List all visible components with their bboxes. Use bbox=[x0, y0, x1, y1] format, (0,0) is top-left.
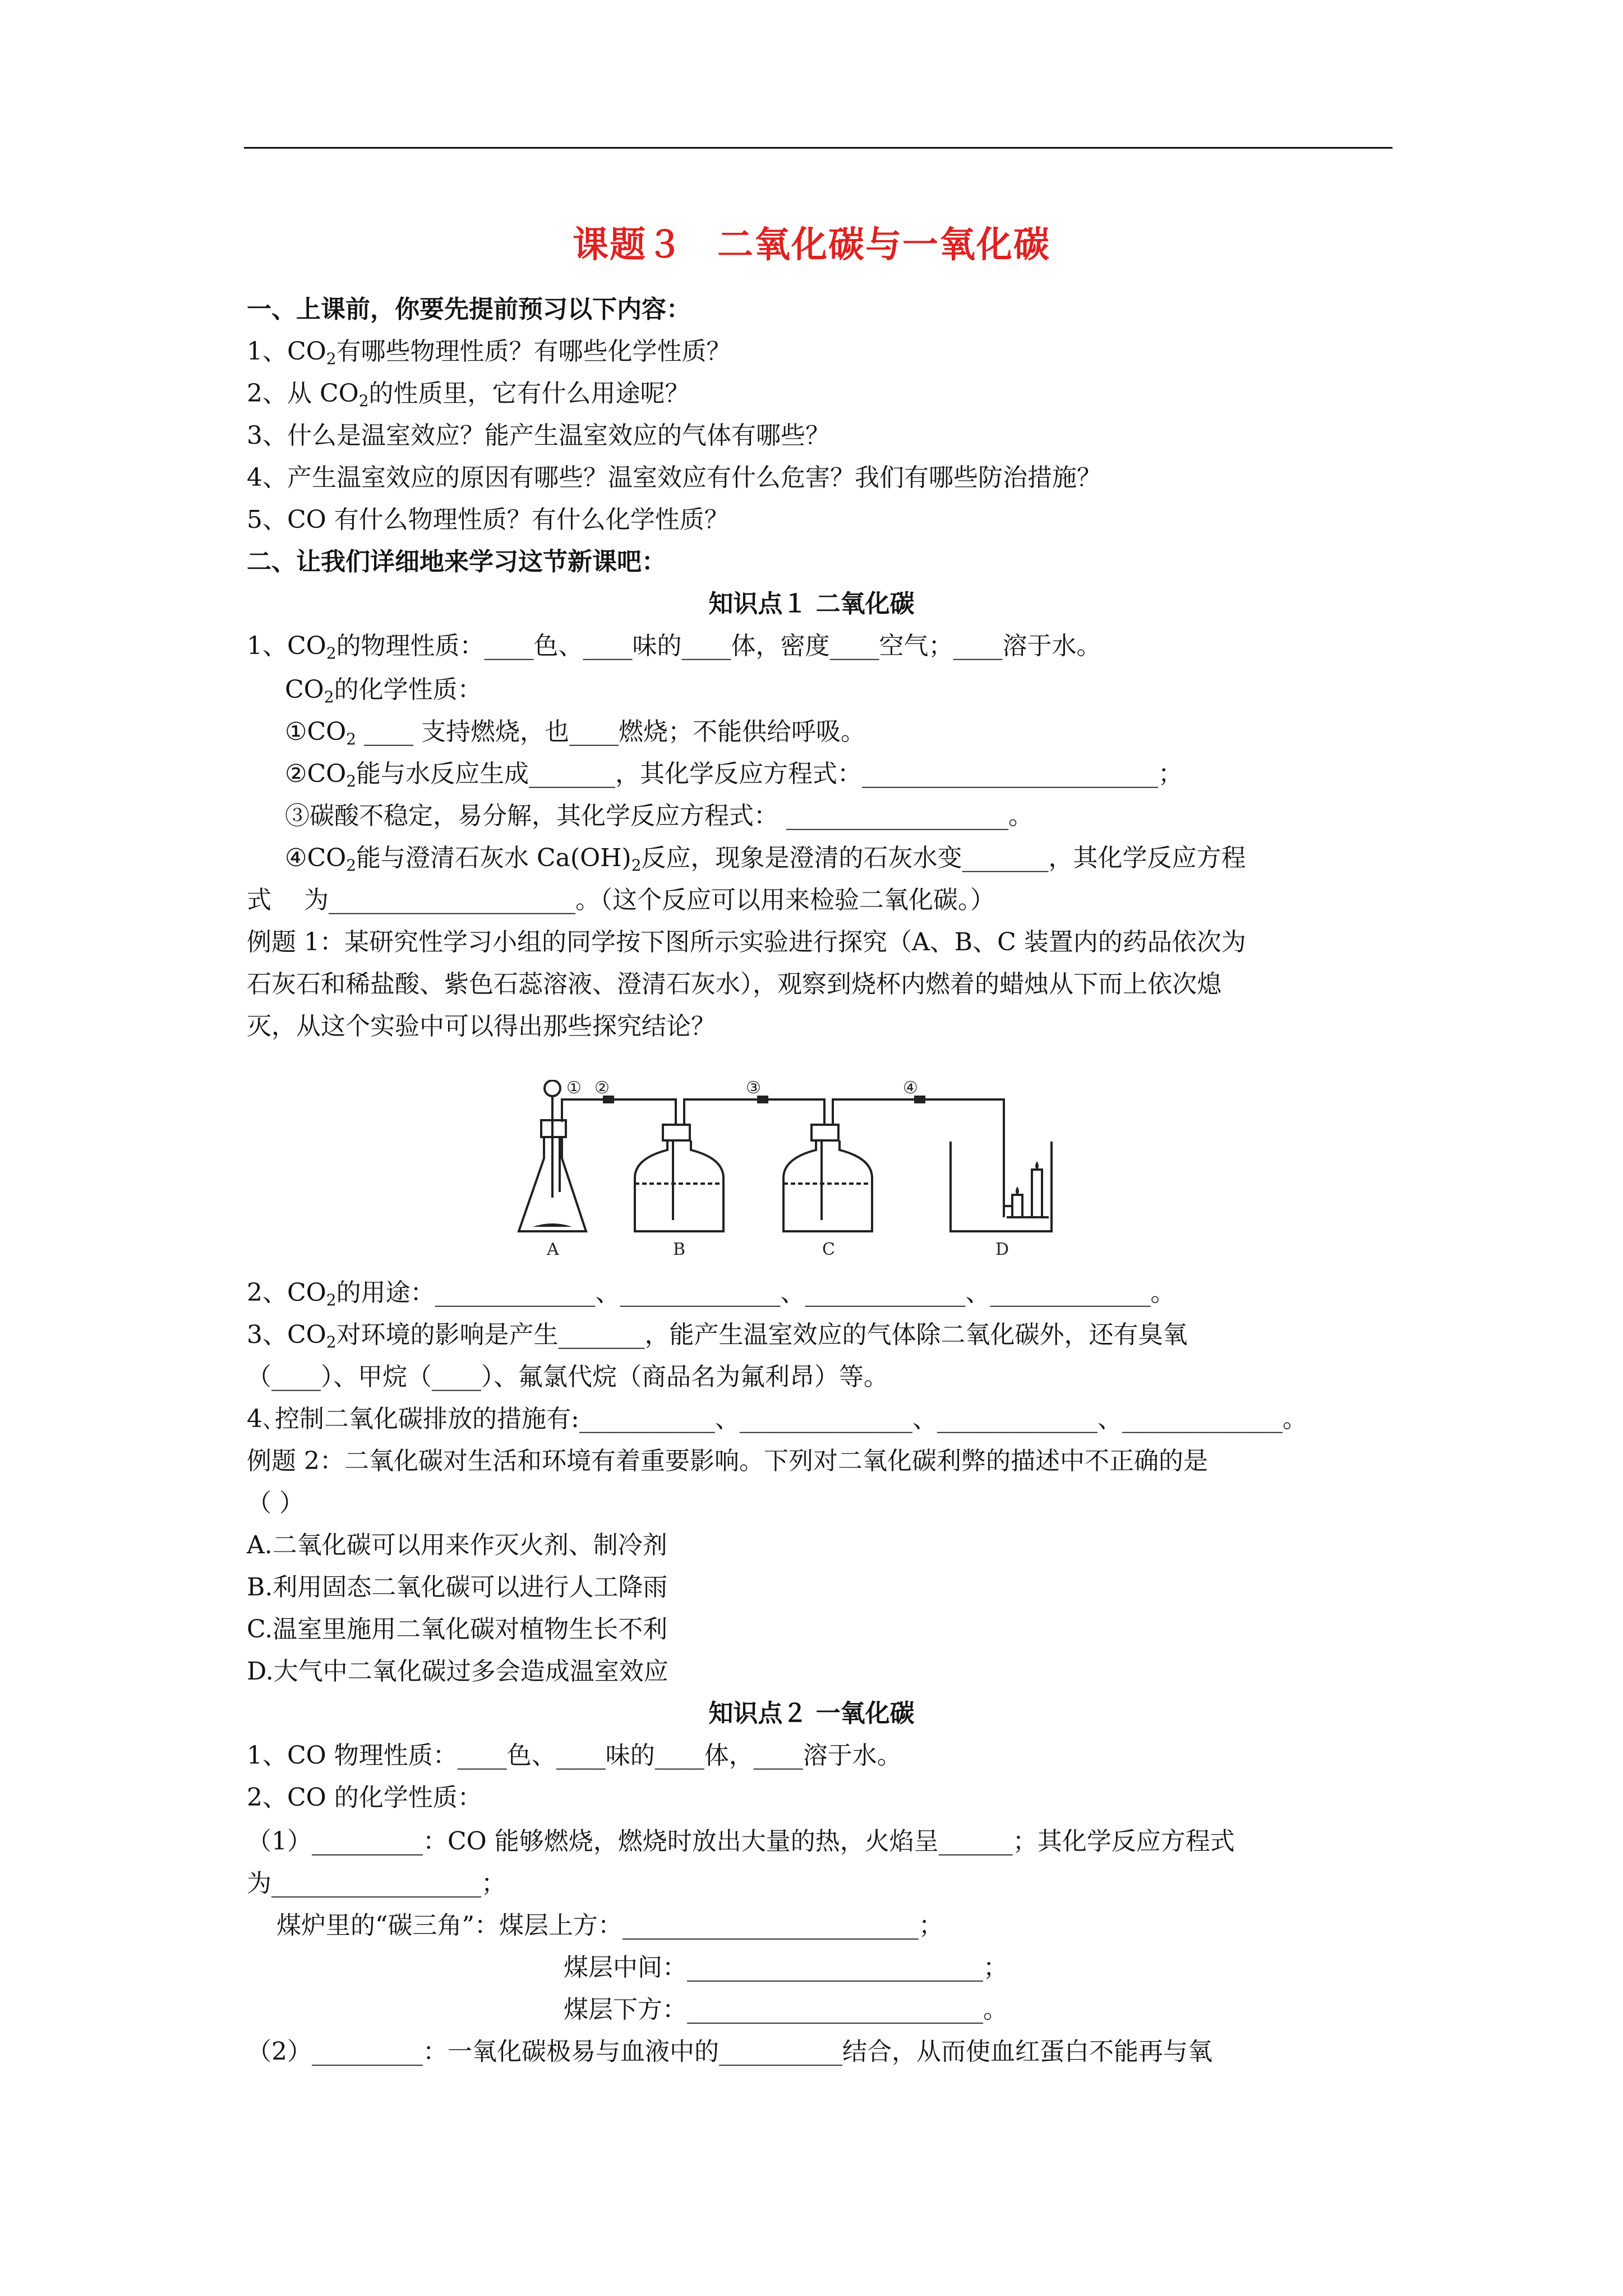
label-c: C bbox=[822, 1240, 835, 1259]
co2-physical-properties: 1、$CO_2$的物理性质：____色、____味的____体，密度____空气；____溶于水。 bbox=[247, 632, 1101, 662]
co2-uses: 2、$CO_2$的用途：_____________、_____________、_____________、_____________。 bbox=[247, 1278, 1175, 1309]
page-title bbox=[0, 216, 1623, 268]
option-a: A.二氧化碳可以用来作灭火剂、制冷剂 bbox=[247, 1531, 667, 1559]
co2-chemical-property-4: $④CO_2$能与澄清石灰水 $Ca(OH)_2$反应，现象是澄清的石灰水变_______，其化学反应方程 bbox=[285, 844, 1246, 875]
option-c: C.温室里施用二氧化碳对植物生长不利 bbox=[247, 1615, 668, 1644]
option-d: D.大气中二氧化碳过多会造成温室效应 bbox=[247, 1657, 668, 1686]
section1-heading: 一、上课前，你要先提前预习以下内容： bbox=[247, 295, 691, 324]
co2-control-measures: 4､控制二氧化碳排放的措施有:___________、______________、_____________、_____________。 bbox=[247, 1405, 1307, 1433]
preview-question-3: 3、什么是温室效应？能产生温室效应的气体有哪些？ bbox=[247, 421, 830, 450]
co2-chemical-property-4-cont: 式 为____________________。（这个反应可以用来检验二氧化碳。） bbox=[247, 886, 995, 914]
co-chemical-properties-label: 2、CO 的化学性质： bbox=[247, 1783, 482, 1812]
co2-environment-impact: 3、$CO_2$对环境的影响是产生_______，能产生温室效应的气体除二氧化碳外，还有臭氧 bbox=[247, 1320, 1188, 1351]
marker-3: ③ bbox=[746, 1080, 761, 1098]
example-2-line-1: 例题 2：二氧化碳对生活和环境有着重要影响。下列对二氧化碳利弊的描述中不正确的是 bbox=[247, 1447, 1208, 1475]
label-a: A bbox=[547, 1240, 559, 1259]
header-rule bbox=[244, 147, 1393, 149]
co-property-combustion: （1）_________：CO 能够燃烧，燃烧时放出大量的热，火焰呈______；其化学反应方程式 bbox=[247, 1827, 1235, 1856]
carbon-triangle-top: 煤炉里的“碳三角”：煤层上方：________________________； bbox=[276, 1911, 943, 1940]
carbon-triangle-bottom: 煤层下方：________________________。 bbox=[564, 1995, 1008, 2024]
carbon-triangle-middle: 煤层中间：________________________； bbox=[564, 1953, 1008, 1982]
co2-chemical-property-2: $②CO_2$能与水反应生成_______，其化学反应方程式：________________________； bbox=[285, 760, 1183, 790]
knowledge-point-2-title: 知识点２ 一氧化碳 bbox=[708, 1699, 915, 1728]
label-d: D bbox=[995, 1240, 1009, 1259]
co-property-toxicity: （2）_________：一氧化碳极易与血液中的__________结合，从而使血红蛋白不能再与氧 bbox=[247, 2037, 1212, 2066]
label-b: B bbox=[673, 1240, 686, 1259]
preview-question-1: 1、$CO_2$有哪些物理性质？有哪些化学性质？ bbox=[247, 337, 731, 368]
apparatus-diagram bbox=[510, 1080, 1099, 1259]
preview-question-2: 2、从 $CO_2$的性质里，它有什么用途呢？ bbox=[247, 379, 690, 410]
marker-2: ② bbox=[594, 1080, 610, 1098]
co2-chemical-properties-label: $CO_2$的化学性质： bbox=[285, 675, 482, 706]
option-b: B.利用固态二氧化碳可以进行人工降雨 bbox=[247, 1573, 668, 1602]
example-1-line-2: 石灰石和稀盐酸、紫色石蕊溶液、澄清石灰水），观察到烧杯内燃着的蜡烛从下而上依次熄 bbox=[247, 970, 1221, 999]
co-combustion-equation: 为_________________； bbox=[247, 1869, 506, 1898]
experiment-apparatus-figure bbox=[510, 1080, 1099, 1259]
marker-1: ① bbox=[566, 1080, 582, 1098]
example-1-line-3: 灭，从这个实验中可以得出那些探究结论？ bbox=[247, 1012, 716, 1041]
section2-heading: 二、让我们详细地来学习这节新课吧： bbox=[247, 547, 666, 576]
co2-chemical-property-3: ③碳酸不稳定，易分解，其化学反应方程式： __________________。 bbox=[285, 802, 1033, 830]
example-2-answer-blank: （ ） bbox=[247, 1489, 304, 1517]
preview-question-5: 5、CO 有什么物理性质？有什么化学性质？ bbox=[247, 505, 729, 534]
greenhouse-gases: （____）、甲烷（____）、氟氯代烷（商品名为氟利昂）等。 bbox=[247, 1363, 888, 1391]
co-physical-properties: 1、CO 物理性质：____色、____味的____体，____溶于水。 bbox=[247, 1741, 902, 1770]
preview-question-4: 4、产生温室效应的原因有哪些？温室效应有什么危害？我们有哪些防治措施？ bbox=[247, 463, 1101, 492]
knowledge-point-1-title: 知识点１ 二氧化碳 bbox=[708, 590, 915, 618]
title-part2: 二氧化碳与一氧化碳 bbox=[717, 224, 1050, 266]
example-1-line-1: 例题 1：某研究性学习小组的同学按下图所示实验进行探究（A、B、C 装置内的药品依次为 bbox=[247, 928, 1246, 956]
marker-4: ④ bbox=[903, 1080, 918, 1098]
title-part1: 课题３ bbox=[573, 224, 684, 266]
co2-chemical-property-1: $①CO_2$ ____ 支持燃烧，也____燃烧；不能供给呼吸。 bbox=[285, 717, 865, 748]
